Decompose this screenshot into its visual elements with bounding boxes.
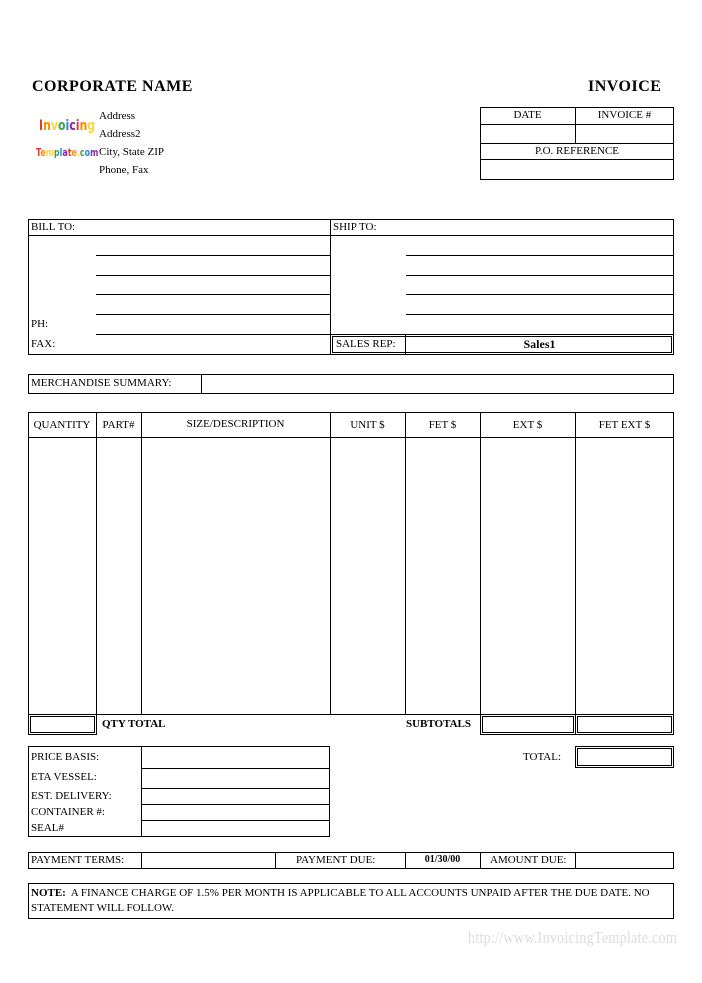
payment-due-date[interactable]: 01/30/00 bbox=[424, 854, 461, 865]
payment-due-label: PAYMENT DUE: bbox=[296, 854, 376, 866]
logo-line-1: Invoicing bbox=[39, 118, 96, 134]
line-items-body[interactable] bbox=[29, 438, 673, 714]
sales-rep-label: SALES REP: bbox=[336, 338, 396, 350]
po-reference-field[interactable] bbox=[481, 160, 673, 179]
note-label: NOTE: bbox=[31, 887, 66, 899]
watermark: http://www.InvoicingTemplate.com bbox=[468, 928, 678, 947]
bill-to-line[interactable] bbox=[96, 294, 330, 295]
bill-to-line[interactable] bbox=[96, 314, 330, 315]
bill-to-label: BILL TO: bbox=[31, 221, 76, 233]
subtotals-label: SUBTOTALS bbox=[406, 718, 472, 730]
company-address: Address bbox=[99, 110, 136, 122]
col-header-fet-ext: FET EXT $ bbox=[598, 419, 651, 431]
note-text: A FINANCE CHARGE OF 1.5% PER MONTH IS APPLICABLE TO ALL ACCOUNTS UNPAID AFTER THE DUE DATE. NO STATEMENT WILL FOLLOW. bbox=[31, 887, 650, 914]
qty-total-label: QTY TOTAL bbox=[102, 718, 166, 730]
ship-to-line[interactable] bbox=[406, 275, 674, 276]
company-phone: Phone, Fax bbox=[99, 164, 149, 176]
col-header-ext: EXT $ bbox=[512, 419, 543, 431]
bill-to-line[interactable] bbox=[96, 334, 330, 335]
col-header-part: PART# bbox=[102, 419, 135, 431]
container-field[interactable] bbox=[142, 805, 329, 819]
company-address2: Address2 bbox=[99, 128, 141, 140]
eta-vessel-field[interactable] bbox=[142, 769, 329, 787]
ship-to-line[interactable] bbox=[406, 314, 674, 315]
total-label: TOTAL: bbox=[523, 751, 562, 763]
seal-field[interactable] bbox=[142, 821, 329, 836]
ship-to-line[interactable] bbox=[406, 255, 674, 256]
invoice-number-label: INVOICE # bbox=[597, 109, 652, 121]
est-delivery-label: EST. DELIVERY: bbox=[31, 790, 112, 802]
eta-vessel-label: ETA VESSEL: bbox=[31, 771, 97, 783]
payment-terms-field[interactable] bbox=[142, 853, 274, 868]
col-header-unit: UNIT $ bbox=[350, 419, 385, 431]
sales-rep-value[interactable]: Sales1 bbox=[523, 337, 556, 351]
subtotal-fet-ext-field[interactable] bbox=[575, 714, 674, 735]
seal-label: SEAL# bbox=[31, 822, 64, 834]
date-label: DATE bbox=[513, 109, 542, 121]
total-field[interactable] bbox=[575, 746, 674, 768]
price-basis-field[interactable] bbox=[142, 747, 329, 767]
po-reference-label: P.O. REFERENCE bbox=[534, 145, 620, 157]
est-delivery-field[interactable] bbox=[142, 789, 329, 803]
bill-to-line[interactable] bbox=[96, 275, 330, 276]
date-field[interactable] bbox=[481, 125, 574, 142]
merchandise-summary-label: MERCHANDISE SUMMARY: bbox=[31, 377, 172, 389]
invoice-number-field[interactable] bbox=[576, 125, 673, 142]
logo-line-2: Template.com bbox=[36, 146, 99, 159]
price-basis-label: PRICE BASIS: bbox=[31, 751, 100, 763]
amount-due-label: AMOUNT DUE: bbox=[490, 854, 567, 866]
ship-to-label: SHIP TO: bbox=[333, 221, 377, 233]
bill-to-line[interactable] bbox=[96, 255, 330, 256]
col-header-description: SIZE/DESCRIPTION bbox=[186, 418, 285, 430]
qty-total-field[interactable] bbox=[28, 714, 97, 735]
invoice-title: INVOICE bbox=[588, 78, 662, 95]
note-text-block bbox=[31, 886, 667, 916]
subtotal-ext-field[interactable] bbox=[480, 714, 576, 735]
payment-terms-label: PAYMENT TERMS: bbox=[31, 854, 125, 866]
company-logo bbox=[36, 118, 99, 166]
ph-label: PH: bbox=[31, 318, 49, 330]
company-city: City, State ZIP bbox=[99, 146, 164, 158]
company-name: CORPORATE NAME bbox=[32, 78, 193, 95]
fax-label: FAX: bbox=[31, 338, 56, 350]
col-header-quantity: QUANTITY bbox=[33, 419, 91, 431]
col-header-fet: FET $ bbox=[428, 419, 457, 431]
ship-to-line[interactable] bbox=[406, 294, 674, 295]
container-label: CONTAINER #: bbox=[31, 806, 105, 818]
merchandise-summary-field[interactable] bbox=[202, 375, 673, 393]
amount-due-field[interactable] bbox=[576, 853, 673, 868]
